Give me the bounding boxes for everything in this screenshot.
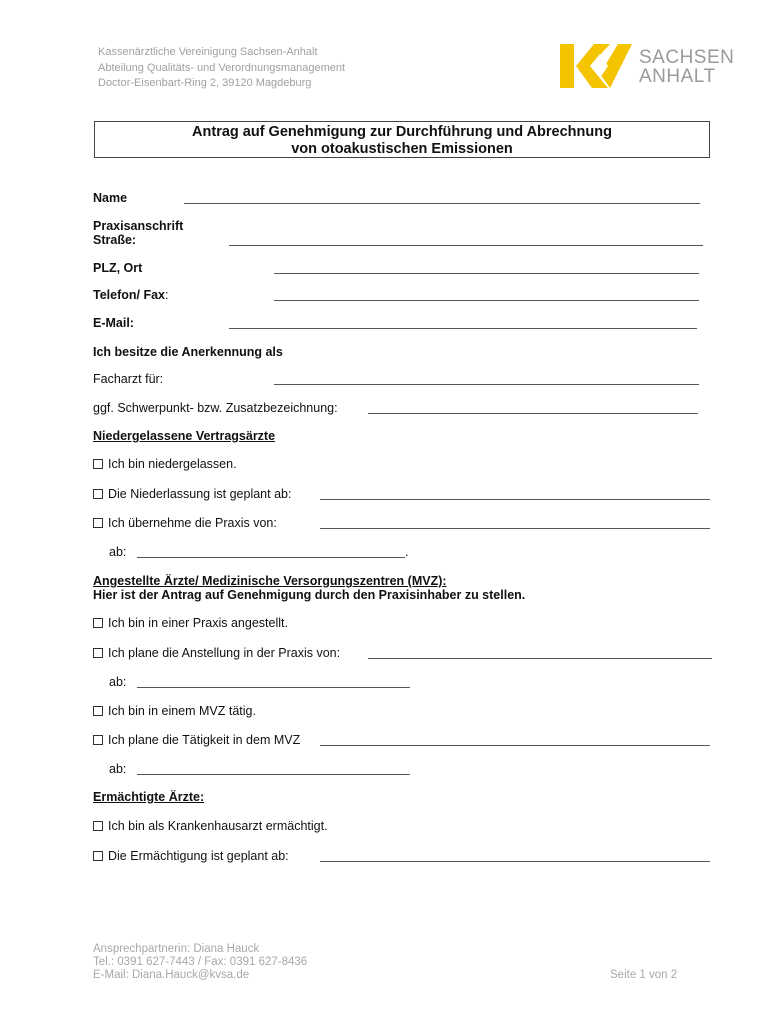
ab-line-2[interactable]: [137, 687, 410, 688]
footer-email: E-Mail: Diana.Hauck@kvsa.de: [93, 969, 250, 981]
mvz-line[interactable]: [320, 745, 710, 746]
option-label: Ich bin niedergelassen.: [108, 457, 237, 471]
niedergelassen-heading: Niedergelassene Vertragsärzte: [93, 429, 276, 443]
niedergelassen-option-3[interactable]: [93, 516, 277, 530]
option-label: Ich bin als Krankenhausarzt ermächtigt.: [108, 819, 328, 833]
facharzt-input-line[interactable]: [274, 384, 699, 385]
option-label: Die Niederlassung ist geplant ab:: [108, 487, 292, 501]
plz-label: PLZ, Ort: [93, 261, 143, 275]
option-label: Ich plane die Anstellung in der Praxis von:: [108, 646, 341, 660]
ab-line-3[interactable]: [137, 774, 410, 775]
angestellt-heading: Angestellte Ärzte/ Medizinische Versorgungszentren (MVZ):: [93, 574, 447, 588]
title-line-2: von otoakustischen Emissionen: [291, 141, 513, 157]
checkbox[interactable]: [93, 489, 103, 499]
niederlassung-date-line[interactable]: [320, 499, 710, 500]
checkbox[interactable]: [93, 518, 103, 528]
title-line-1: Antrag auf Genehmigung zur Durchführung und Abrechnung: [192, 124, 612, 140]
option-label: Ich bin in einem MVZ tätig.: [108, 704, 256, 718]
facharzt-label: Facharzt für:: [93, 372, 164, 386]
schwerpunkt-label: ggf. Schwerpunkt- bzw. Zusatzbezeichnung:: [93, 401, 338, 415]
anerkennung-heading: Ich besitze die Anerkennung als: [93, 345, 283, 359]
option-label: Ich übernehme die Praxis von:: [108, 516, 277, 530]
form-title: [94, 121, 710, 158]
checkbox[interactable]: [93, 706, 103, 716]
anstellung-praxis-line[interactable]: [368, 658, 712, 659]
schwerpunkt-input-line[interactable]: [368, 413, 698, 414]
angestellt-option-4[interactable]: [93, 733, 300, 747]
checkbox[interactable]: [93, 851, 103, 861]
ermaechtigt-option-1[interactable]: [93, 819, 328, 833]
checkbox[interactable]: [93, 648, 103, 658]
name-input-line[interactable]: [184, 203, 700, 204]
niedergelassen-option-1[interactable]: [93, 457, 237, 471]
option-label: Ich bin in einer Praxis angestellt.: [108, 616, 288, 630]
niedergelassen-option-2[interactable]: [93, 487, 291, 501]
ermaechtigung-date-line[interactable]: [320, 861, 710, 862]
ab-label-3: ab:: [109, 762, 127, 776]
telefon-input-line[interactable]: [274, 300, 699, 301]
email-label: E-Mail:: [93, 316, 134, 330]
option-label: Die Ermächtigung ist geplant ab:: [108, 849, 289, 863]
ermaechtigt-option-2[interactable]: [93, 849, 289, 863]
checkbox[interactable]: [93, 618, 103, 628]
checkbox[interactable]: [93, 459, 103, 469]
ab-label-1: ab:: [109, 545, 127, 559]
telefon-label-colon: :: [165, 288, 169, 302]
header-org: Kassenärztliche Vereinigung Sachsen-Anhalt: [98, 46, 318, 58]
ab-line-1[interactable]: [137, 557, 405, 558]
praxis-von-line[interactable]: [320, 528, 710, 529]
angestellt-note: Hier ist der Antrag auf Genehmigung durch den Praxisinhaber zu stellen.: [93, 588, 526, 602]
checkbox[interactable]: [93, 735, 103, 745]
strasse-input-line[interactable]: [229, 245, 703, 246]
kvsa-logo: [560, 44, 735, 88]
angestellt-option-1[interactable]: [93, 616, 288, 630]
ermaechtigt-heading: Ermächtigte Ärzte:: [93, 790, 205, 804]
strasse-label: Straße:: [93, 233, 137, 247]
kv-logo-mark: [560, 44, 632, 88]
angestellt-option-3[interactable]: [93, 704, 256, 718]
logo-text-anhalt: ANHALT: [639, 66, 716, 87]
logo-text-sachsen: SACHSEN: [639, 47, 735, 68]
header-dept: Abteilung Qualitäts- und Verordnungsmanagement: [98, 62, 346, 74]
option-label: Ich plane die Tätigkeit in dem MVZ: [108, 733, 301, 747]
ab-label-2: ab:: [109, 675, 127, 689]
email-input-line[interactable]: [229, 328, 697, 329]
ab-period: .: [405, 545, 409, 559]
footer-contact: Ansprechpartnerin: Diana Hauck: [93, 943, 260, 955]
name-label: Name: [93, 191, 128, 205]
footer-phone: Tel.: 0391 627-7443 / Fax: 0391 627-8436: [93, 956, 308, 968]
praxis-label: Praxisanschrift: [93, 219, 184, 233]
checkbox[interactable]: [93, 821, 103, 831]
angestellt-option-2[interactable]: [93, 646, 340, 660]
plz-input-line[interactable]: [274, 273, 699, 274]
telefon-label-text: Telefon/ Fax: [93, 288, 166, 302]
header-address: Doctor-Eisenbart-Ring 2, 39120 Magdeburg: [98, 77, 312, 89]
page-number: Seite 1 von 2: [610, 969, 678, 981]
telefon-label: [93, 288, 169, 302]
